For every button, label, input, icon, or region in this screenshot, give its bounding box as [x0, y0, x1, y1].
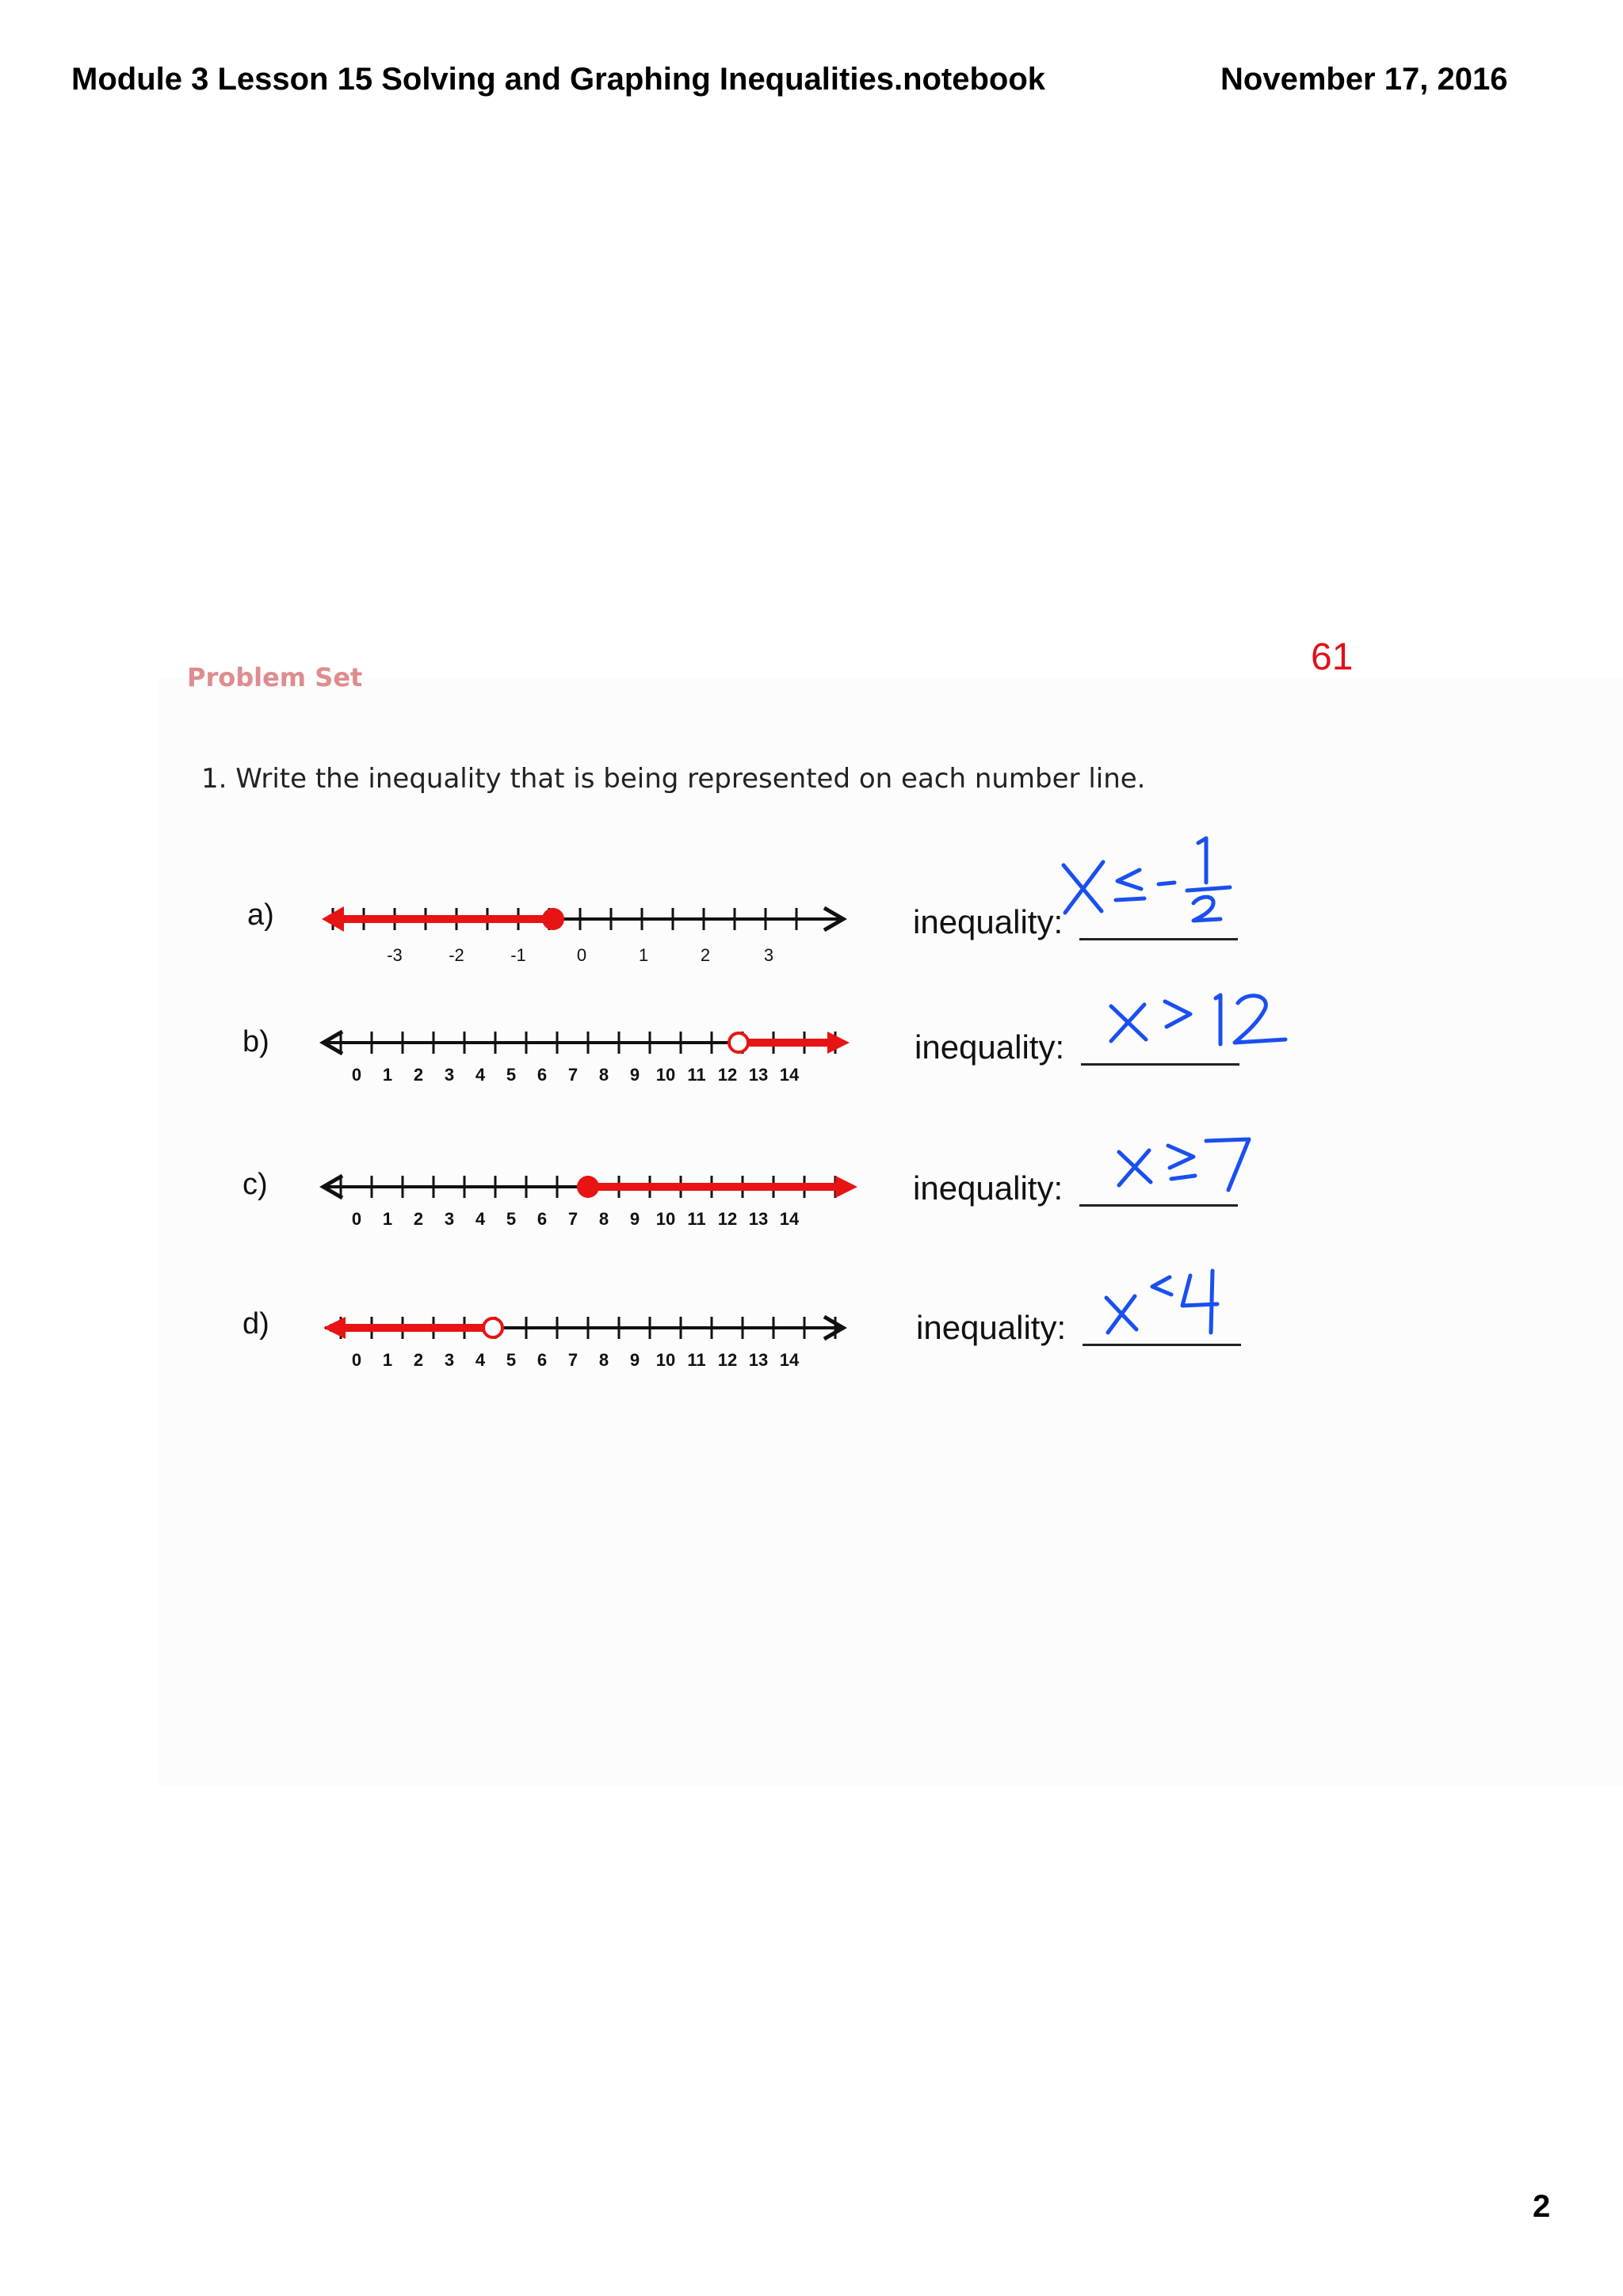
- tick-label: -1: [510, 945, 526, 965]
- ink-x: [1106, 1296, 1136, 1333]
- tick-label: 2: [700, 945, 711, 965]
- document-date: November 17, 2016: [1220, 62, 1508, 97]
- open-endpoint-circle: [483, 1318, 502, 1337]
- answer-blank: [1079, 938, 1238, 940]
- tick-label: 8: [598, 1350, 609, 1370]
- tick-label: 12: [717, 1209, 738, 1229]
- tick-label: 4: [475, 1065, 486, 1085]
- ink-less-equal: [1116, 870, 1144, 900]
- problem-set-heading: Problem Set: [187, 662, 363, 692]
- open-endpoint-circle: [729, 1033, 748, 1052]
- inequality-label: inequality:: [913, 1169, 1064, 1207]
- tick-label: 9: [629, 1065, 640, 1085]
- tick-label: 13: [748, 1350, 769, 1370]
- ink-one: [1216, 995, 1220, 1044]
- tick-label: 4: [475, 1350, 486, 1370]
- problem-b-label: b): [242, 1025, 269, 1058]
- ink-minus: [1159, 883, 1174, 884]
- number-line-d: [317, 1309, 864, 1380]
- tick-label: 5: [506, 1065, 517, 1085]
- tick-labels: [352, 1350, 800, 1370]
- number-line-c-group: [323, 1176, 857, 1229]
- tick-label: -2: [449, 945, 464, 965]
- tick-label: 7: [567, 1209, 579, 1229]
- ink-x: [1064, 862, 1103, 913]
- tick-label: 7: [567, 1065, 579, 1085]
- tick-label: 13: [748, 1065, 769, 1085]
- closed-endpoint-dot: [542, 908, 564, 930]
- closed-endpoint-dot: [577, 1176, 599, 1198]
- number-line-a-group: [322, 906, 843, 965]
- tick-label: 12: [717, 1350, 738, 1370]
- tick-label: 3: [444, 1065, 455, 1085]
- tick-label: 14: [779, 1350, 800, 1370]
- ink-x: [1119, 1150, 1151, 1185]
- number-line-a: [317, 895, 864, 974]
- ink-greater: [1165, 1001, 1190, 1027]
- ink-greater-equal: [1168, 1146, 1195, 1179]
- ink-two: [1193, 897, 1220, 921]
- handwritten-answer-b: [1102, 981, 1308, 1052]
- tick-label: 0: [351, 1350, 362, 1370]
- tick-label: 7: [567, 1350, 579, 1370]
- inequality-label: inequality:: [916, 1309, 1067, 1346]
- tick-label: 11: [687, 1350, 706, 1370]
- page-number: 2: [1533, 2189, 1551, 2224]
- number-line-b-group: [323, 1032, 850, 1085]
- number-line-d-group: [323, 1317, 843, 1370]
- tick-label: 3: [763, 945, 774, 965]
- ink-four: [1182, 1271, 1217, 1333]
- tick-label: 6: [537, 1350, 548, 1370]
- ink-two: [1235, 996, 1285, 1043]
- tick-label: 8: [598, 1065, 609, 1085]
- inequality-label: inequality:: [915, 1028, 1065, 1066]
- tick-label: 5: [506, 1350, 517, 1370]
- ink-fraction-bar: [1187, 887, 1230, 891]
- tick-label: 2: [413, 1350, 424, 1370]
- handwritten-answer-c: [1109, 1125, 1268, 1196]
- tick-label: 0: [351, 1209, 362, 1229]
- tick-label: 0: [351, 1065, 362, 1085]
- tick-labels: [352, 1209, 800, 1229]
- ink-less: [1152, 1277, 1171, 1295]
- number-line-c: [317, 1168, 864, 1239]
- answer-blank: [1083, 1344, 1241, 1346]
- tick-label: 14: [779, 1209, 800, 1229]
- number-line-b: [317, 1024, 864, 1095]
- slide-number: 61: [1311, 636, 1354, 678]
- ink-seven: [1206, 1139, 1249, 1190]
- tick-label: 9: [629, 1350, 640, 1370]
- tick-label: 1: [382, 1065, 393, 1085]
- handwritten-answer-a: [1054, 824, 1276, 927]
- tick-label: 4: [475, 1209, 486, 1229]
- left-arrow-icon: [323, 1317, 346, 1339]
- handwritten-answer-d: [1097, 1260, 1255, 1339]
- tick-label: 1: [382, 1209, 393, 1229]
- tick-label: 0: [576, 945, 587, 965]
- right-arrow-icon: [827, 1032, 850, 1054]
- ink-x: [1111, 1005, 1146, 1041]
- tick-label: 10: [655, 1350, 676, 1370]
- right-arrow-icon: [835, 1176, 857, 1198]
- answer-blank: [1079, 1204, 1238, 1207]
- tick-label: 2: [413, 1209, 424, 1229]
- tick-label: 3: [444, 1209, 455, 1229]
- tick-label: -3: [387, 945, 403, 965]
- document-title: Module 3 Lesson 15 Solving and Graphing Inequalities.notebook: [71, 62, 1046, 97]
- tick-label: 10: [655, 1209, 676, 1229]
- problem-a-label: a): [247, 898, 274, 932]
- tick-label: 2: [413, 1065, 424, 1085]
- tick-label: 11: [687, 1065, 706, 1085]
- inequality-label: inequality:: [913, 903, 1064, 940]
- tick-label: 1: [638, 945, 649, 965]
- tick-label: 6: [537, 1065, 548, 1085]
- tick-label: 8: [598, 1209, 609, 1229]
- tick-label: 10: [655, 1065, 676, 1085]
- problem-c-label: c): [242, 1168, 268, 1201]
- tick-label: 5: [506, 1209, 517, 1229]
- problem-d-label: d): [242, 1307, 269, 1341]
- answer-blank: [1081, 1063, 1239, 1066]
- tick-label: 6: [537, 1209, 548, 1229]
- tick-label: 11: [687, 1209, 706, 1229]
- tick-label: 1: [382, 1350, 393, 1370]
- ink-one: [1198, 838, 1206, 883]
- tick-labels: [352, 1065, 800, 1085]
- tick-label: 3: [444, 1350, 455, 1370]
- tick-label: 13: [748, 1209, 769, 1229]
- instructions: 1. Write the inequality that is being represented on each number line.: [201, 763, 1146, 795]
- tick-label: 9: [629, 1209, 640, 1229]
- tick-label: 12: [717, 1065, 738, 1085]
- tick-label: 14: [779, 1065, 800, 1085]
